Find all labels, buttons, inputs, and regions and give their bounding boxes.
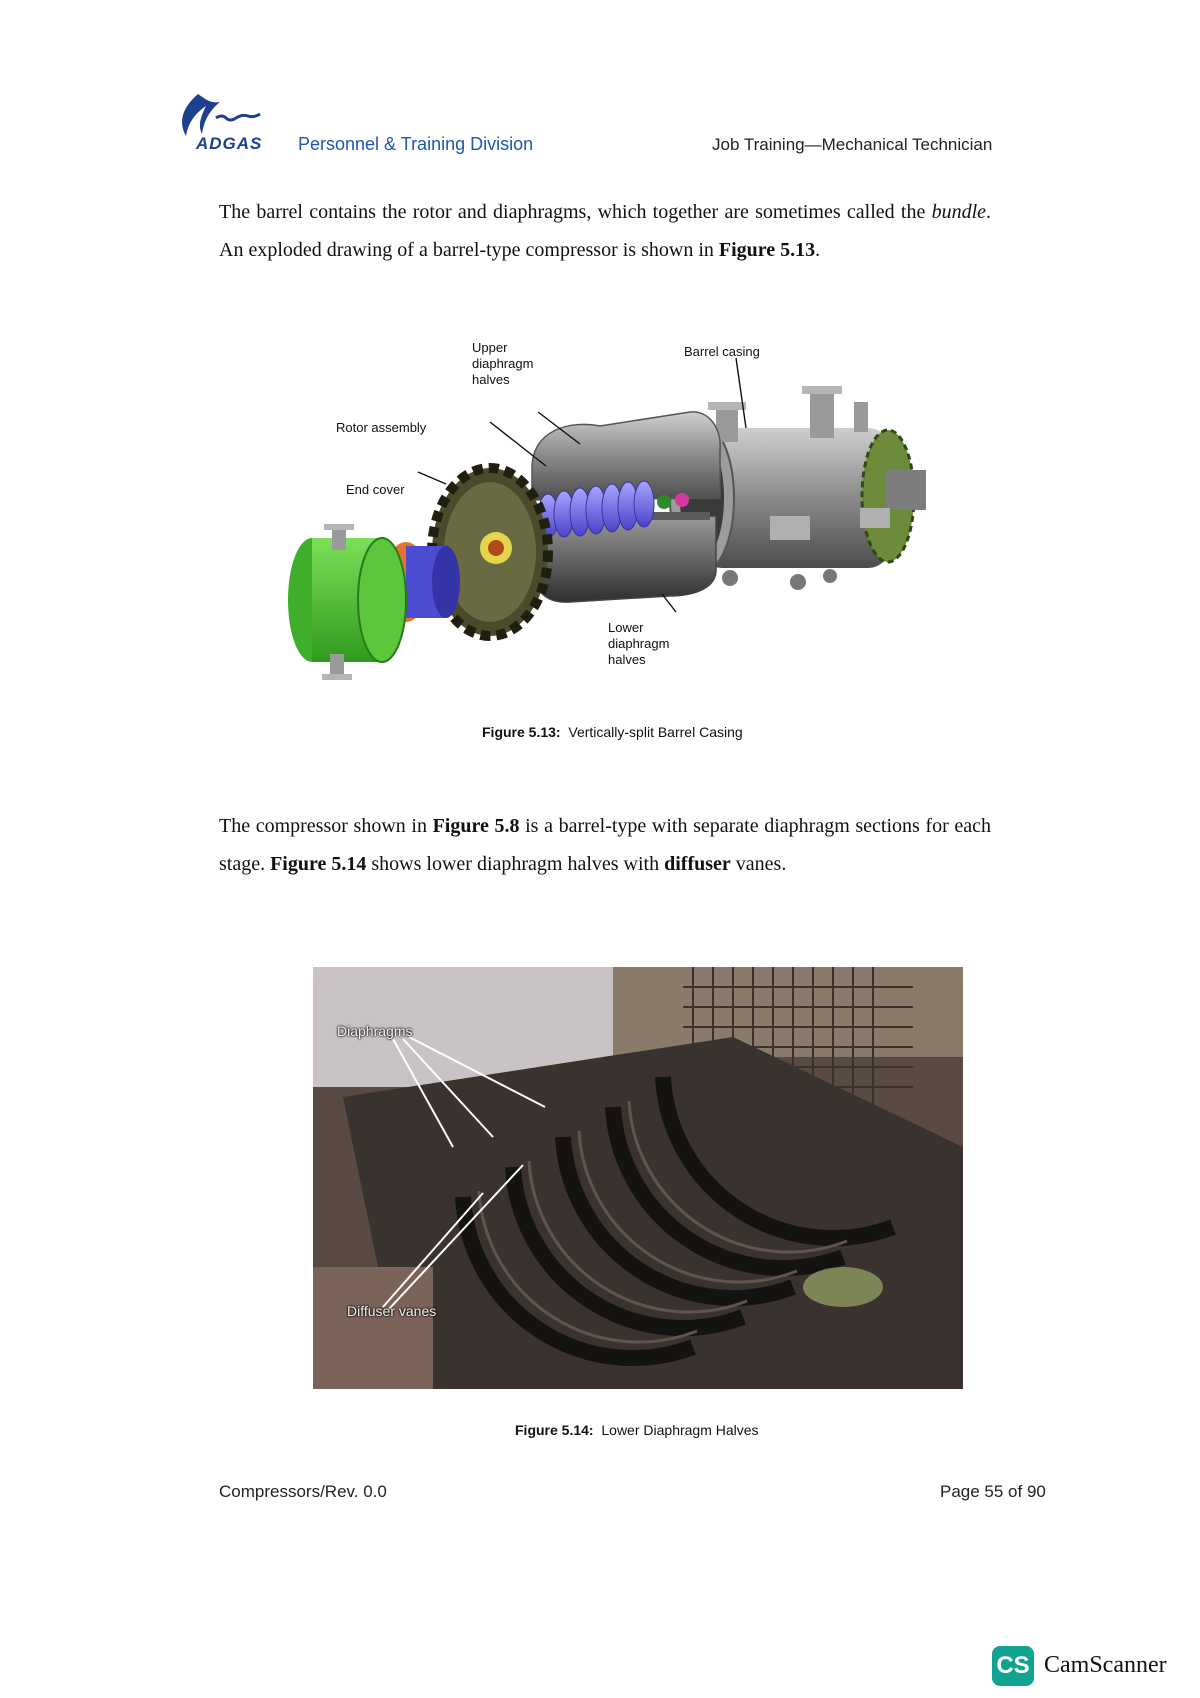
figure-5-13	[270, 340, 950, 704]
label-rotor-assembly: Rotor assembly	[336, 420, 427, 435]
footer-page-number: Page 55 of 90	[940, 1482, 1046, 1501]
label-diffuser-vanes: Diffuser vanes	[347, 1303, 437, 1319]
camscanner-watermark: CamScanner	[1044, 1652, 1167, 1678]
figure-5-13-caption: Figure 5.13: Vertically-split Barrel Casing	[482, 724, 743, 740]
figure-5-14-photo	[313, 967, 963, 1389]
green-bearing-housing-shape	[288, 524, 406, 680]
label-diaphragms: Diaphragms	[337, 1023, 413, 1039]
camscanner-logo-icon: CS	[992, 1646, 1034, 1686]
label-lower-diaphragm: Lower diaphragm halves	[608, 620, 670, 667]
document-title: Job Training—Mechanical Technician	[712, 135, 993, 154]
paragraph-1: The barrel contains the rotor and diaphragms, which together are sometimes called the bundle. An exploded drawing of a barrel-type compressor is shown in Figure 5.13.	[219, 201, 991, 261]
footer-revision: Compressors/Rev. 0.0	[219, 1482, 387, 1501]
division-title: Personnel & Training Division	[298, 134, 534, 154]
figure-5-14-caption: Figure 5.14: Lower Diaphragm Halves	[515, 1422, 759, 1438]
label-end-cover: End cover	[346, 482, 405, 497]
label-barrel-casing: Barrel casing	[684, 344, 760, 359]
logo-text: ADGAS	[196, 134, 263, 153]
label-upper-diaphragm: Upper diaphragm halves	[472, 340, 534, 387]
paragraph-2: The compressor shown in Figure 5.8 is a barrel-type with separate diaphragm sections for each stage. Figure 5.14 shows lower diaphragm halves with diffuser vanes.	[219, 815, 991, 875]
